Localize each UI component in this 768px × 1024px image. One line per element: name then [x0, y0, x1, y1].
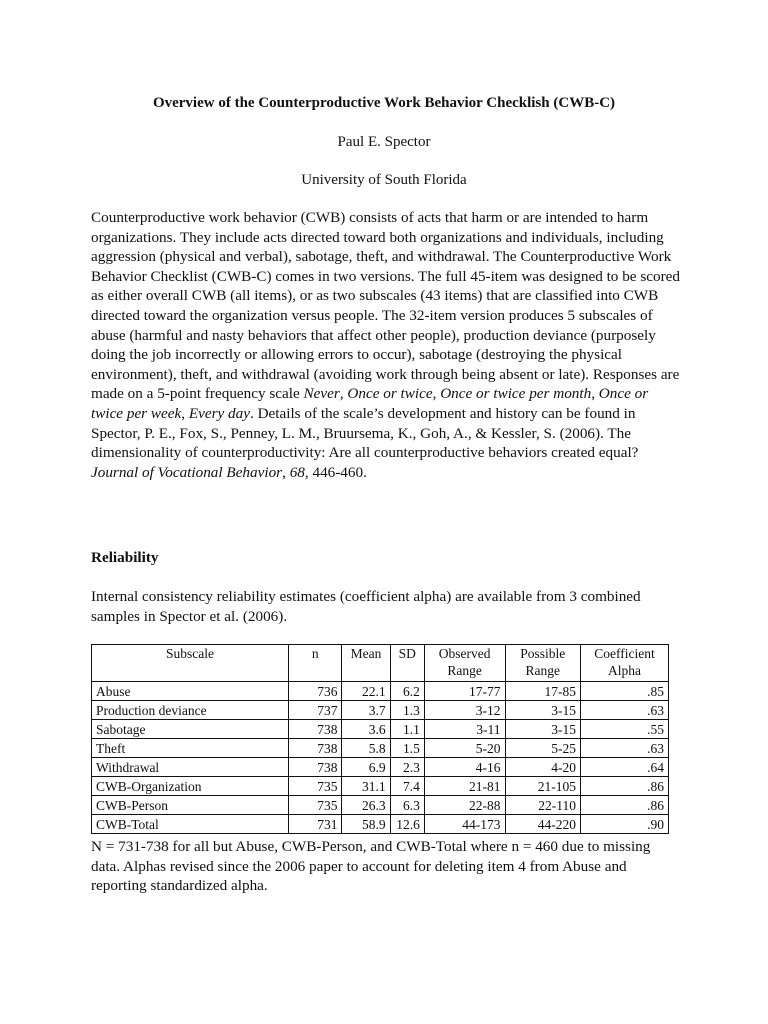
intro-text-1: Counterproductive work behavior (CWB) consists of acts that harm or are intended to harm organizations. They include acts directed toward both organizations and individuals, including aggression (physical and verbal), sabotage, theft, and withdrawal. The Counterproductive Work Behavior Checklist (CWB-C) comes in two versions. The full 45-item was designed to be scored as either overall CWB (all items), or as two subscales (43 items) that are classified into CWB directed toward the organization versus people. The 32-item version produces 5 subscales of abuse (harmful and nasty behaviors that affect other people), production deviance (purposely doing the job incorrectly or allowing errors to occur), sabotage (destroying the physical environment), theft, and withdrawal (avoiding work through being absent or late). Responses are made on a 5-point frequency scale — [91, 209, 680, 403]
cell-sd: 2.3 — [390, 758, 424, 777]
cell-subscale: CWB-Organization — [92, 777, 289, 796]
cell-mean: 6.9 — [342, 758, 390, 777]
table-row — [92, 815, 669, 834]
cell-observed: 22-88 — [424, 796, 505, 815]
cell-n: 738 — [289, 720, 342, 739]
cell-alpha: .86 — [580, 777, 668, 796]
header-n: n — [289, 645, 342, 682]
cell-possible: 44-220 — [505, 815, 580, 834]
cell-observed: 44-173 — [424, 815, 505, 834]
cell-subscale: CWB-Total — [92, 815, 289, 834]
header-observed-range: Observed Range — [424, 645, 505, 682]
cell-subscale: Abuse — [92, 682, 289, 701]
cell-alpha: .90 — [580, 815, 668, 834]
table-header-row — [92, 645, 669, 682]
cell-mean: 31.1 — [342, 777, 390, 796]
table-row — [92, 701, 669, 720]
cell-sd: 7.4 — [390, 777, 424, 796]
cell-subscale: Withdrawal — [92, 758, 289, 777]
cell-observed: 3-12 — [424, 701, 505, 720]
cell-mean: 3.6 — [342, 720, 390, 739]
scale-separator: , — [432, 385, 441, 403]
table-row — [92, 720, 669, 739]
cell-sd: 1.1 — [390, 720, 424, 739]
cell-sd: 6.2 — [390, 682, 424, 701]
cell-mean: 58.9 — [342, 815, 390, 834]
cell-n: 737 — [289, 701, 342, 720]
intro-paragraph — [91, 208, 681, 482]
cell-n: 735 — [289, 777, 342, 796]
cell-observed: 21-81 — [424, 777, 505, 796]
cell-alpha: .55 — [580, 720, 668, 739]
cell-alpha: .86 — [580, 796, 668, 815]
cell-sd: 6.3 — [390, 796, 424, 815]
scale-per-month: Once or twice per month — [440, 385, 592, 403]
cell-alpha: .64 — [580, 758, 668, 777]
cell-n: 738 — [289, 758, 342, 777]
cell-sd: 1.3 — [390, 701, 424, 720]
cell-mean: 5.8 — [342, 739, 390, 758]
table-note: N = 731-738 for all but Abuse, CWB-Person, and CWB-Total where n = 460 due to missing data. Alphas revised since the 2006 paper to account for deleting item 4 from Abuse and reporting standardized alpha. — [91, 838, 651, 895]
cell-sd: 12.6 — [390, 815, 424, 834]
table-row — [92, 777, 669, 796]
journal-volume: 68 — [289, 463, 305, 481]
cell-alpha: .85 — [580, 682, 668, 701]
cell-possible: 5-25 — [505, 739, 580, 758]
cell-mean: 22.1 — [342, 682, 390, 701]
table-row — [92, 682, 669, 701]
table-row — [92, 758, 669, 777]
cell-mean: 3.7 — [342, 701, 390, 720]
header-sd: SD — [390, 645, 424, 682]
cell-n: 731 — [289, 815, 342, 834]
cell-subscale: Sabotage — [92, 720, 289, 739]
header-subscale: Subscale — [92, 645, 289, 682]
cell-subscale: CWB-Person — [92, 796, 289, 815]
cell-n: 735 — [289, 796, 342, 815]
cell-possible: 17-85 — [505, 682, 580, 701]
scale-once-or-twice: Once or twice — [347, 385, 433, 403]
cell-observed: 5-20 — [424, 739, 505, 758]
cell-mean: 26.3 — [342, 796, 390, 815]
cell-observed: 4-16 — [424, 758, 505, 777]
cell-n: 736 — [289, 682, 342, 701]
cell-subscale: Production deviance — [92, 701, 289, 720]
reliability-table — [91, 644, 669, 834]
journal-name: Journal of Vocational Behavior — [91, 463, 283, 481]
intro-text-2: . Details of the scale’s development and history can be found in Spector, P. E., Fox, S., Penney, L. M., Bruursema, K., Goh, A., & Kessler, S. (2006). The dimensionality of counterproductivity: Are all counterproductive behaviors created equal? — [91, 404, 639, 462]
reliability-heading: Reliability — [91, 549, 159, 566]
reliability-paragraph: Internal consistency reliability estimates (coefficient alpha) are available from 3 combined samples in Spector et al. (2006). — [91, 588, 641, 625]
scale-separator: , — [339, 385, 348, 403]
cell-possible: 21-105 — [505, 777, 580, 796]
cell-alpha: .63 — [580, 739, 668, 758]
table-row — [92, 739, 669, 758]
table-row — [92, 796, 669, 815]
header-possible-range: Possible Range — [505, 645, 580, 682]
cell-possible: 3-15 — [505, 701, 580, 720]
scale-separator: , — [181, 404, 189, 422]
scale-per-week: Once or twice per week — [91, 385, 649, 422]
scale-separator: , — [591, 385, 599, 403]
cell-possible: 3-15 — [505, 720, 580, 739]
cell-possible: 22-110 — [505, 796, 580, 815]
author-affiliation: University of South Florida — [301, 172, 467, 188]
cell-observed: 17-77 — [424, 682, 505, 701]
scale-every-day: Every day — [188, 404, 250, 422]
cell-sd: 1.5 — [390, 739, 424, 758]
document-title: Overview of the Counterproductive Work Behavior Checklish (CWB-C) — [152, 95, 616, 111]
scale-never: Never — [303, 385, 340, 403]
header-coefficient-alpha: Coefficient Alpha — [580, 645, 668, 682]
cell-subscale: Theft — [92, 739, 289, 758]
citation-separator: , — [282, 463, 290, 481]
author-name: Paul E. Spector — [337, 134, 431, 150]
cell-observed: 3-11 — [424, 720, 505, 739]
citation-pages: , 446-460. — [304, 463, 367, 481]
cell-n: 738 — [289, 739, 342, 758]
header-mean: Mean — [342, 645, 390, 682]
cell-alpha: .63 — [580, 701, 668, 720]
cell-possible: 4-20 — [505, 758, 580, 777]
